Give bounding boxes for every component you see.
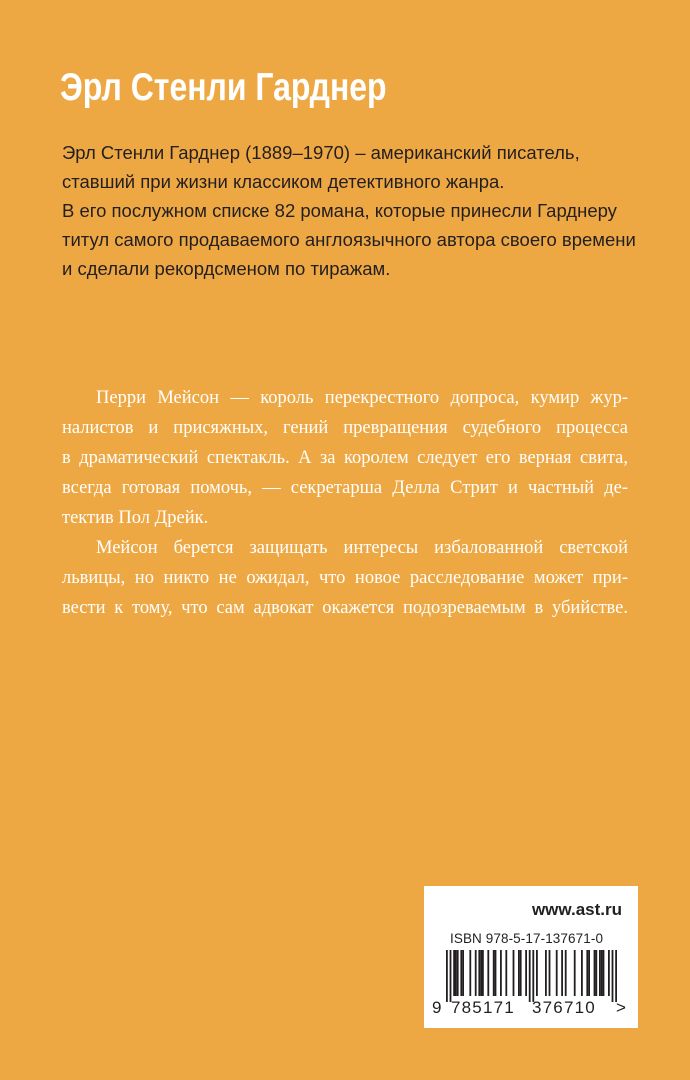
ean-first-digit: 9 bbox=[432, 998, 442, 1017]
annotation-line: налистов и присяжных, гений превращения судебного процесса bbox=[62, 418, 628, 438]
barcode-bars bbox=[446, 950, 626, 1002]
annotation-line: Перри Мейсон — король перекрестного допроса, кумир жур- bbox=[96, 388, 628, 408]
barcode-bar bbox=[469, 950, 471, 996]
barcode-bar bbox=[453, 950, 455, 996]
barcode-bar bbox=[513, 950, 515, 996]
barcode-bar bbox=[612, 950, 614, 1002]
barcode-bar bbox=[595, 950, 597, 996]
barcode-bar bbox=[500, 950, 502, 996]
annotation-line: в драматический спектакль. А за королем следует его верная свита, bbox=[62, 448, 628, 468]
bio-line: ставший при жизни классиком детективного жанра. bbox=[62, 171, 505, 192]
bio-line: В его послужном списке 82 романа, которые принесли Гарднеру bbox=[62, 200, 617, 221]
barcode-bar bbox=[599, 950, 601, 996]
ean-left-group: 785171 bbox=[451, 998, 515, 1017]
barcode-bar bbox=[525, 950, 527, 996]
barcode-bar bbox=[601, 950, 603, 996]
bio-line: титул самого продаваемого англоязычного автора своего времени bbox=[62, 229, 636, 250]
barcode-bar bbox=[487, 950, 489, 996]
bio-line: и сделали рекордсменом по тиражам. bbox=[62, 258, 391, 279]
barcode-bar bbox=[549, 950, 551, 996]
barcode-bar bbox=[586, 950, 588, 996]
ean-end-mark: > bbox=[616, 998, 626, 1017]
publisher-website: www.ast.ru bbox=[531, 900, 622, 919]
barcode-bar bbox=[480, 950, 482, 996]
annotation-line: всегда готовая помочь, — секретарша Делла Стрит и частный де- bbox=[62, 478, 628, 498]
barcode-bar bbox=[455, 950, 457, 996]
barcode-bar bbox=[532, 950, 534, 1002]
barcode-bar bbox=[536, 950, 538, 996]
barcode-bar bbox=[574, 950, 576, 996]
barcode-bar bbox=[475, 950, 477, 996]
barcode-bar bbox=[446, 950, 448, 1002]
barcode-bar bbox=[603, 950, 605, 996]
barcode-bar bbox=[594, 950, 596, 996]
barcode-bar bbox=[518, 950, 520, 996]
barcode-bar bbox=[556, 950, 558, 996]
barcode-bar bbox=[482, 950, 484, 996]
annotation-line: Мейсон берется защищать интересы избалованной светской bbox=[96, 538, 628, 558]
barcode-bar bbox=[565, 950, 567, 996]
barcode-bar bbox=[608, 950, 610, 996]
barcode-panel bbox=[424, 886, 638, 1028]
barcode-bar bbox=[493, 950, 495, 996]
annotation-line: львицы, но никто не ожидал, что новое расследование может при- bbox=[62, 568, 628, 588]
barcode-bar bbox=[505, 950, 507, 996]
barcode-bar bbox=[450, 950, 452, 1002]
annotation-line: тектив Пол Дрейк. bbox=[62, 508, 209, 528]
bio-line: Эрл Стенли Гарднер (1889–1970) – американский писатель, bbox=[62, 142, 580, 163]
barcode-bar bbox=[529, 950, 531, 1002]
barcode-bar bbox=[495, 950, 497, 996]
barcode-bar bbox=[520, 950, 522, 996]
barcode-bar bbox=[545, 950, 547, 996]
book-annotation bbox=[62, 383, 628, 623]
barcode-bar bbox=[615, 950, 617, 1002]
barcode-bar bbox=[581, 950, 583, 996]
barcode-bar bbox=[460, 950, 462, 996]
barcode-bar bbox=[457, 950, 459, 996]
ean-right-group: 376710 bbox=[532, 998, 596, 1017]
barcode-bar bbox=[561, 950, 563, 996]
barcode-bar bbox=[588, 950, 590, 996]
isbn-number: ISBN 978-5-17-137671-0 bbox=[450, 931, 604, 946]
barcode-bar bbox=[462, 950, 464, 996]
barcode-bar bbox=[478, 950, 480, 996]
author-bio bbox=[62, 138, 662, 283]
annotation-line: вести к тому, что сам адвокат окажется подозреваемым в убийстве. bbox=[62, 598, 628, 618]
author-name-title: Эрл Стенли Гарднер bbox=[60, 66, 387, 109]
